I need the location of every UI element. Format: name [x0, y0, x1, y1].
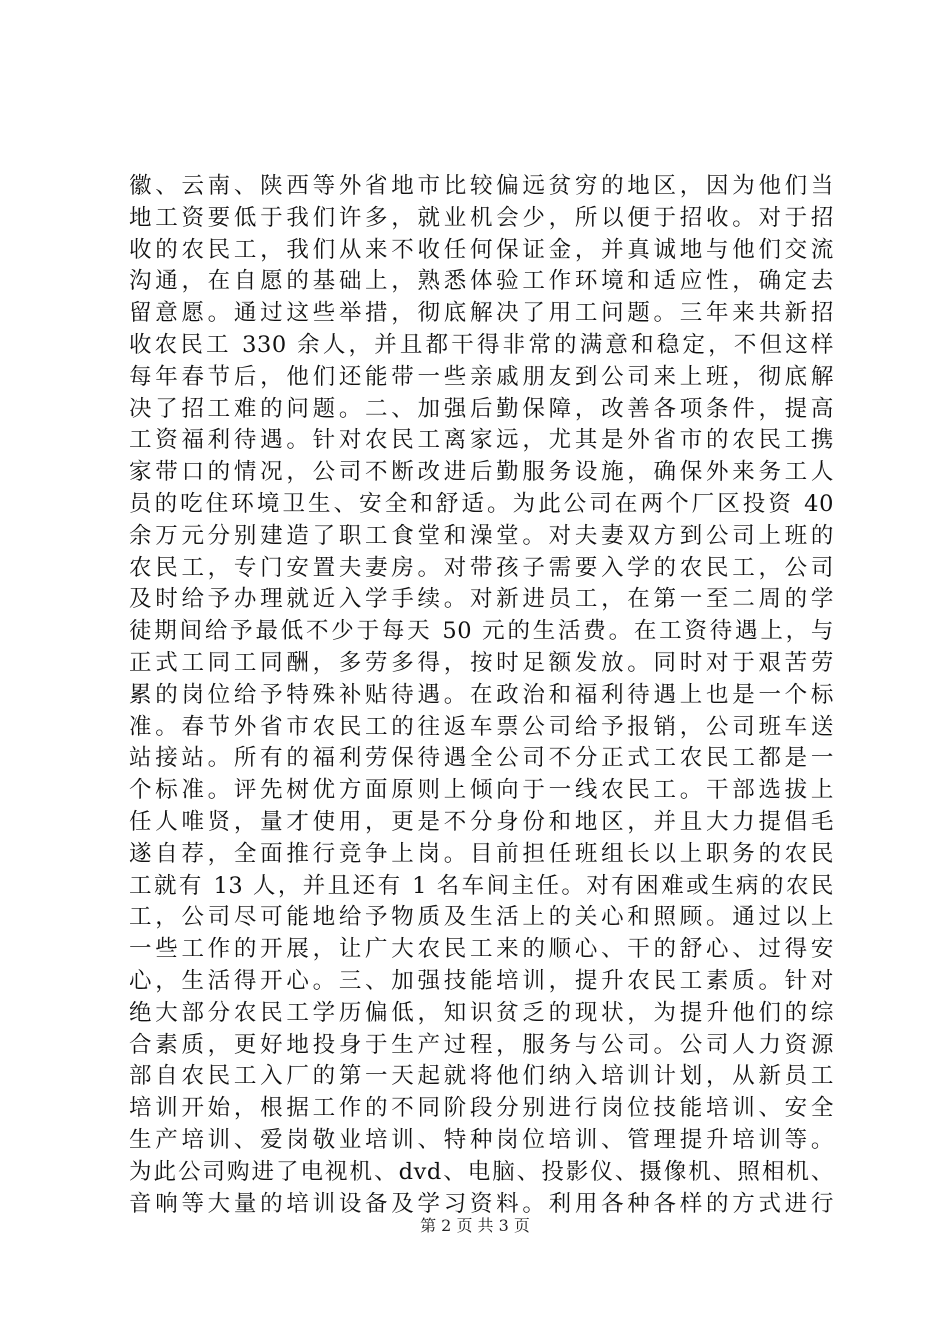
text-line: 工，公司尽可能地给予物质及生活上的关心和照顾。通过以上	[129, 904, 834, 931]
text-line: 培训开始，根据工作的不同阶段分别进行岗位技能培训、安全	[129, 1095, 834, 1122]
text-line: 部自农民工入厂的第一天起就将他们纳入培训计划，从新员工	[129, 1063, 834, 1090]
text-line: 每年春节后，他们还能带一些亲戚朋友到公司来上班，彻底解	[129, 363, 834, 390]
text-line: 站接站。所有的福利劳保待遇全公司不分正式工农民工都是一	[129, 745, 834, 772]
text-line: 余万元分别建造了职工食堂和澡堂。对夫妻双方到公司上班的	[129, 522, 834, 549]
text-line: 留意愿。通过这些举措，彻底解决了用工问题。三年来共新招	[129, 300, 834, 327]
text-line: 为此公司购进了电视机、dvd、电脑、投影仪、摄像机、照相机、	[129, 1158, 834, 1185]
text-line: 任人唯贤，量才使用，更是不分身份和地区，并且大力提倡毛	[129, 808, 834, 835]
text-line: 工就有 13 人，并且还有 1 名车间主任。对有困难或生病的农民	[129, 872, 834, 899]
text-line: 地工资要低于我们许多，就业机会少，所以便于招收。对于招	[129, 204, 834, 231]
text-line: 生产培训、爱岗敬业培训、特种岗位培训、管理提升培训等。	[129, 1126, 834, 1153]
text-line: 工资福利待遇。针对农民工离家远，尤其是外省市的农民工携	[129, 427, 834, 454]
text-line: 农民工，专门安置夫妻房。对带孩子需要入学的农民工，公司	[129, 554, 834, 581]
text-line: 音响等大量的培训设备及学习资料。利用各种各样的方式进行	[129, 1190, 834, 1217]
text-line: 准。春节外省市农民工的往返车票公司给予报销，公司班车送	[129, 713, 834, 740]
text-line: 及时给予办理就近入学手续。对新进员工，在第一至二周的学	[129, 586, 834, 613]
text-line: 绝大部分农民工学历偏低，知识贫乏的现状，为提升他们的综	[129, 999, 834, 1026]
text-line: 沟通，在自愿的基础上，熟悉体验工作环境和适应性，确定去	[129, 268, 834, 295]
text-line: 徽、云南、陕西等外省地市比较偏远贫穷的地区，因为他们当	[129, 173, 834, 199]
body-text	[129, 171, 834, 1220]
text-line: 累的岗位给予特殊补贴待遇。在政治和福利待遇上也是一个标	[129, 681, 834, 708]
text-line: 个标准。评先树优方面原则上倾向于一线农民工。干部选拔上	[129, 777, 834, 804]
page-number-footer: 第 2 页 共 3 页	[420, 1216, 530, 1235]
text-line: 遂自荐，全面推行竞争上岗。目前担任班组长以上职务的农民	[129, 840, 834, 867]
text-line: 一些工作的开展，让广大农民工来的顺心、干的舒心、过得安	[129, 936, 834, 963]
text-line: 徒期间给予最低不少于每天 50 元的生活费。在工资待遇上，与	[129, 618, 834, 645]
text-line: 家带口的情况，公司不断改进后勤服务设施，确保外来务工人	[129, 459, 834, 486]
text-line: 合素质，更好地投身于生产过程，服务与公司。公司人力资源	[129, 1031, 834, 1058]
text-line: 收农民工 330 余人，并且都干得非常的满意和稳定，不但这样	[129, 331, 834, 358]
text-line: 心，生活得开心。三、加强技能培训，提升农民工素质。针对	[129, 967, 834, 994]
text-line: 决了招工难的问题。二、加强后勤保障，改善各项条件，提高	[129, 395, 834, 422]
text-line: 收的农民工，我们从来不收任何保证金，并真诚地与他们交流	[129, 236, 834, 263]
text-line: 正式工同工同酬，多劳多得，按时足额发放。同时对于艰苦劳	[129, 649, 834, 676]
text-line: 员的吃住环境卫生、安全和舒适。为此公司在两个厂区投资 40	[129, 490, 834, 517]
